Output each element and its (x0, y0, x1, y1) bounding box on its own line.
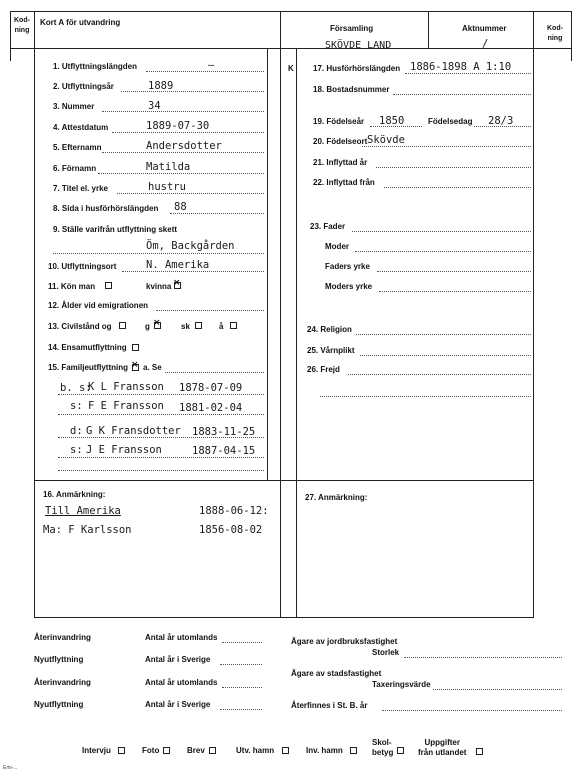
family-prefix: s: (70, 444, 83, 456)
taxering: Taxeringsvärde (372, 680, 431, 689)
field-19-label: 19. Födelseår (313, 117, 365, 126)
aterinvandring-2: Återinvandring (34, 678, 91, 687)
checkbox-a[interactable] (230, 322, 237, 329)
card-title: Kort A för utvandring (40, 18, 121, 27)
field-5-value: Andersdotter (146, 140, 222, 152)
field-20-label: 20. Födelseort (313, 137, 368, 146)
field-13-a: å (219, 322, 224, 331)
frame-left-outer (10, 11, 11, 61)
checkbox-ensam[interactable] (132, 344, 139, 351)
checkbox-kvinna-mark: × (173, 278, 181, 288)
family-date: 1881-02-04 (179, 402, 243, 414)
right-sub-line (296, 48, 297, 617)
checkbox-g-mark: × (153, 318, 161, 328)
field-5-label: 5. Efternamn (53, 143, 102, 152)
foto-label: Foto (142, 746, 160, 755)
field-9-value: Öm, Backgården (146, 240, 235, 252)
moders-yrke-label: Moders yrke (325, 282, 373, 291)
checkbox-og[interactable] (119, 322, 126, 329)
family-name: G K Fransdotter (86, 425, 181, 437)
storlek: Storlek (372, 648, 400, 657)
field-22-label: 22. Inflyttad från (313, 178, 375, 187)
field-18-label: 18. Bostadsnummer (313, 85, 390, 94)
field-11-kvinna: kvinna (146, 282, 172, 291)
field-6-value: Matilda (146, 161, 191, 173)
checkbox-uppgifter[interactable] (476, 748, 483, 755)
field-3-label: 3. Nummer (53, 102, 95, 111)
uppgifter-label: Uppgifter från utlandet (418, 738, 467, 757)
remark-divider (34, 480, 534, 481)
forsamling-value: SKÖVDE LAND (325, 40, 392, 51)
brev-label: Brev (187, 746, 205, 755)
remark-text: Ma: F Karlsson (43, 524, 132, 536)
family-prefix: d: (70, 425, 83, 437)
frame-bottom (34, 617, 534, 618)
field-26-label: 26. Frejd (307, 365, 340, 374)
skolbetyg-label: Skol- betyg (372, 738, 394, 757)
field-7-label: 7. Titel el. yrke (53, 184, 108, 193)
field-10-label: 10. Utflyttningsort (48, 262, 117, 271)
field-17-value: 1886-1898 A 1:10 (410, 61, 512, 73)
field-19-day-value: 28/3 (488, 115, 514, 127)
field-8-label: 8. Sida i husförhörslängden (53, 204, 159, 213)
field-9-label: 9. Ställe varifrån utflyttning skett (53, 225, 178, 234)
family-name: F E Fransson (88, 400, 164, 412)
field-2-label: 2. Utflyttningsår (53, 82, 114, 91)
field-25-label: 25. Vårnplikt (307, 346, 355, 355)
field-17-label: 17. Husförhörslängden (313, 64, 401, 73)
field-20-value: Skövde (367, 134, 405, 146)
family-date: 1883-11-25 (192, 426, 256, 438)
kodning-right: Kod- ning (547, 25, 563, 42)
field-7-value: hustru (148, 181, 186, 193)
right-col-line (533, 11, 534, 617)
field-10-value: N. Amerika (146, 259, 210, 271)
middle-divider (280, 11, 281, 617)
checkbox-skolbetyg[interactable] (397, 747, 404, 754)
aktnummer-label: Aktnummer (462, 24, 507, 33)
checkbox-utv-hamn[interactable] (282, 747, 289, 754)
utv-hamn-label: Utv. hamn (236, 746, 275, 755)
field-14-label: 14. Ensamutflyttning (48, 343, 127, 352)
family-prefix: s: (70, 400, 83, 412)
nyutflyttning-1: Nyutflyttning (34, 655, 84, 664)
kodning-left: Kod- ning (14, 17, 30, 34)
aktnummer-value: / (482, 38, 489, 50)
frame-top (10, 11, 572, 12)
family-prefix: b. s: (60, 382, 92, 394)
field-27-label: 27. Anmärkning: (305, 493, 368, 502)
field-4-label: 4. Attestdatum (53, 123, 109, 132)
checkbox-sk[interactable] (195, 322, 202, 329)
antal-utomlands-1: Antal år utomlands (145, 633, 218, 642)
field-8-value: 88 (174, 201, 187, 213)
forsamling-divider (428, 11, 429, 48)
intervju-label: Intervju (82, 746, 111, 755)
field-15-se: a. Se (143, 363, 162, 372)
left-sub-line (267, 48, 268, 480)
field-21-label: 21. Inflyttad år (313, 158, 368, 167)
field-16-label: 16. Anmärkning: (43, 490, 106, 499)
checkbox-foto[interactable] (163, 747, 170, 754)
field-4-value: 1889-07-30 (146, 120, 210, 132)
frame-right-outer (571, 11, 572, 61)
remark-text: Till Amerika (45, 505, 121, 517)
checkbox-inv-hamn[interactable] (350, 747, 357, 754)
aterfinnes: Återfinnes i St. B. år (291, 701, 368, 710)
field-11-label: 11. Kön man (48, 282, 96, 291)
faders-yrke-label: Faders yrke (325, 262, 370, 271)
aterinvandring-1: Återinvandring (34, 633, 91, 642)
field-13-g: g (145, 322, 150, 331)
antal-sverige-1: Antal år i Sverige (145, 655, 211, 664)
field-12-label: 12. Ålder vid emigrationen (48, 301, 149, 310)
checkbox-familj-mark: × (131, 360, 139, 370)
nyutflyttning-2: Nyutflyttning (34, 700, 84, 709)
antal-sverige-2: Antal år i Sverige (145, 700, 211, 709)
remark-date: 1856-08-02 (199, 524, 263, 536)
forsamling-label: Församling (330, 24, 374, 33)
field-19-value: 1850 (379, 115, 405, 127)
antal-utomlands-2: Antal år utomlands (145, 678, 218, 687)
family-name: K L Fransson (88, 381, 164, 393)
agare-jord: Ägare av jordbruksfastighet (291, 637, 398, 646)
agare-stad: Ägare av stadsfastighet (291, 669, 382, 678)
family-date: 1878-07-09 (179, 382, 243, 394)
field-15-label: 15. Familjeutflyttning (48, 363, 129, 372)
field-13-label: 13. Civilstånd og (48, 322, 112, 331)
left-col-line (34, 11, 35, 617)
footer-tiny: Emi-... (3, 765, 18, 771)
family-date: 1887-04-15 (192, 445, 256, 457)
field-6-label: 6. Förnamn (53, 164, 97, 173)
field-1-label: 1. Utflyttningslängden (53, 62, 137, 71)
moder-label: Moder (325, 242, 349, 251)
field-1-k: K (288, 64, 294, 73)
checkbox-brev[interactable] (209, 747, 216, 754)
field-19-day-label: Födelsedag (428, 117, 473, 126)
field-2-value: 1889 (148, 80, 174, 92)
inv-hamn-label: Inv. hamn (306, 746, 343, 755)
field-13-sk: sk (181, 322, 190, 331)
field-23-label: 23. Fader (310, 222, 346, 231)
checkbox-intervju[interactable] (118, 747, 125, 754)
family-name: J E Fransson (86, 444, 162, 456)
field-24-label: 24. Religion (307, 325, 352, 334)
checkbox-man[interactable] (105, 282, 112, 289)
field-1-value: – (208, 59, 215, 71)
field-3-value: 34 (148, 100, 161, 112)
remark-date: 1888-06-12: (199, 505, 269, 517)
